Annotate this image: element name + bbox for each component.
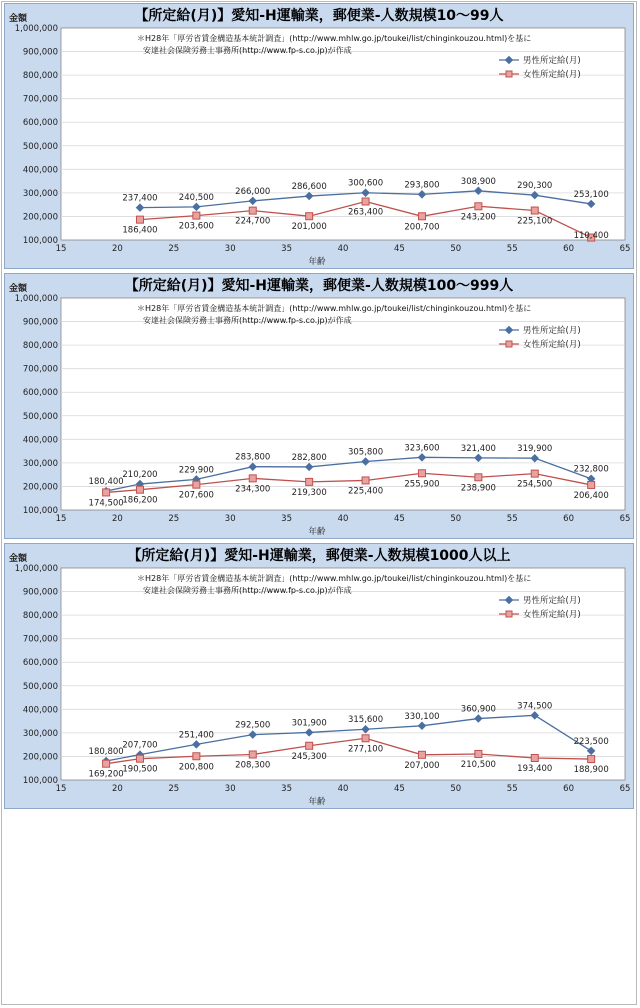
data-point-female: [475, 750, 482, 757]
chart-title: 【所定給(月)】愛知-H運輸業，郵便業-人数規模1000人以上: [127, 548, 511, 564]
data-label-male: 237,400: [122, 193, 158, 204]
data-label-male: 240,500: [178, 192, 214, 203]
y-tick-label: 400,000: [22, 435, 58, 446]
x-axis-label: 年齢: [308, 527, 326, 537]
data-label-female: 206,400: [573, 490, 609, 501]
x-tick-label: 20: [111, 784, 123, 794]
y-axis-label: 金額: [9, 14, 28, 24]
data-point-female: [531, 754, 538, 761]
data-point-female: [362, 198, 369, 205]
x-tick-label: 50: [450, 784, 462, 794]
y-tick-label: 300,000: [22, 728, 58, 739]
data-label-female: 238,900: [460, 483, 496, 494]
source-note: 安達社会保険労務士事務所(http://www.fp-s.co.jp)が作成: [143, 586, 352, 595]
data-label-female: 110,400: [573, 231, 609, 241]
legend-label-female: 女性所定給(月): [523, 340, 581, 350]
x-tick-label: 55: [506, 514, 518, 524]
data-label-male: 283,800: [235, 452, 271, 463]
data-label-female: 186,200: [122, 495, 158, 506]
data-label-female: 219,300: [291, 487, 327, 498]
y-tick-label: 700,000: [22, 364, 58, 375]
data-point-female: [475, 203, 482, 210]
x-tick-label: 65: [619, 784, 631, 794]
data-label-female: 186,400: [122, 225, 158, 236]
data-label-male: 180,800: [88, 746, 124, 757]
data-label-female: 225,400: [347, 486, 384, 497]
legend-label-male: 男性所定給(月): [523, 56, 581, 66]
x-tick-label: 40: [337, 244, 349, 254]
x-tick-label: 65: [619, 244, 631, 254]
x-axis-label: 年齢: [308, 257, 326, 267]
data-label-male: 223,500: [573, 736, 609, 747]
data-label-male: 282,800: [291, 452, 327, 463]
chart-panel-1: [4, 3, 634, 269]
y-tick-label: 1,000,000: [14, 564, 58, 574]
data-label-male: 210,200: [122, 470, 158, 481]
data-label-female: 263,400: [347, 207, 384, 218]
x-tick-label: 30: [224, 244, 236, 254]
y-tick-label: 800,000: [22, 71, 58, 82]
data-point-female: [362, 735, 369, 742]
y-tick-label: 200,000: [22, 212, 58, 223]
y-tick-label: 300,000: [22, 458, 58, 469]
data-label-male: 290,300: [517, 181, 553, 192]
data-label-female: 254,500: [517, 479, 553, 490]
data-point-female: [249, 207, 256, 214]
source-note: ＊H28年「厚労省賃金構造基本統計調査」(http://www.mhlw.go.jp/toukei/list/chinginkouzou.html)を基に: [137, 574, 532, 583]
data-point-female: [249, 475, 256, 482]
y-tick-label: 700,000: [22, 94, 58, 105]
data-label-male: 330,100: [404, 711, 440, 722]
x-axis-label: 年齢: [308, 797, 326, 807]
legend-label-female: 女性所定給(月): [523, 70, 581, 80]
data-point-female: [306, 742, 313, 749]
chart-3: [5, 544, 633, 808]
legend-label-male: 男性所定給(月): [523, 326, 581, 336]
x-tick-label: 50: [450, 514, 462, 524]
legend-marker-female: [506, 71, 512, 77]
data-label-female: 190,500: [122, 764, 158, 775]
x-tick-label: 25: [168, 784, 180, 794]
y-tick-label: 400,000: [22, 165, 58, 176]
data-point-female: [136, 755, 143, 762]
y-tick-label: 1,000,000: [14, 294, 58, 304]
data-label-male: 293,800: [404, 180, 440, 191]
x-tick-label: 20: [111, 244, 123, 254]
data-point-female: [136, 216, 143, 223]
data-point-female: [588, 756, 595, 763]
data-label-female: 255,900: [404, 479, 440, 490]
x-tick-label: 30: [224, 784, 236, 794]
x-tick-label: 40: [337, 514, 349, 524]
x-tick-label: 15: [55, 514, 67, 524]
data-point-female: [418, 213, 425, 220]
y-tick-label: 900,000: [22, 47, 58, 58]
legend-label-male: 男性所定給(月): [523, 596, 581, 606]
y-tick-label: 800,000: [22, 611, 58, 622]
chart-2: [5, 274, 633, 538]
data-point-female: [249, 751, 256, 758]
x-tick-label: 25: [168, 514, 180, 524]
data-point-female: [193, 753, 200, 760]
chart-title: 【所定給(月)】愛知-H運輸業，郵便業-人数規模10～99人: [134, 8, 504, 24]
data-point-female: [475, 474, 482, 481]
data-label-male: 253,100: [573, 189, 609, 200]
data-label-female: 207,600: [178, 490, 214, 501]
data-point-female: [362, 477, 369, 484]
data-label-female: 188,900: [573, 765, 609, 776]
data-label-male: 301,900: [291, 718, 327, 729]
x-tick-label: 55: [506, 244, 518, 254]
data-label-female: 245,300: [291, 751, 327, 762]
source-note: 安達社会保険労務士事務所(http://www.fp-s.co.jp)が作成: [143, 316, 352, 325]
x-tick-label: 45: [393, 244, 405, 254]
data-label-female: 203,600: [178, 221, 214, 232]
data-label-male: 251,400: [178, 730, 214, 741]
data-point-female: [136, 486, 143, 493]
data-label-male: 207,700: [122, 740, 158, 751]
y-tick-label: 100,000: [22, 236, 58, 246]
data-label-male: 232,800: [573, 464, 609, 475]
data-label-male: 319,900: [517, 444, 553, 455]
y-tick-label: 900,000: [22, 587, 58, 598]
x-tick-label: 45: [393, 514, 405, 524]
data-point-female: [588, 481, 595, 488]
chart-panel-2: [4, 273, 634, 539]
data-label-female: 210,500: [460, 759, 496, 770]
data-label-female: 169,200: [88, 769, 124, 780]
data-point-female: [103, 489, 110, 496]
y-tick-label: 700,000: [22, 634, 58, 645]
x-tick-label: 25: [168, 244, 180, 254]
x-tick-label: 60: [563, 244, 575, 254]
x-tick-label: 15: [55, 244, 67, 254]
data-point-female: [418, 470, 425, 477]
x-tick-label: 45: [393, 784, 405, 794]
y-tick-label: 400,000: [22, 705, 58, 716]
data-label-male: 360,900: [460, 704, 496, 715]
data-label-female: 224,700: [235, 216, 271, 227]
legend-marker-female: [506, 611, 512, 617]
y-tick-label: 600,000: [22, 118, 58, 129]
data-label-female: 207,000: [404, 760, 440, 771]
data-label-male: 315,600: [347, 715, 384, 726]
data-label-male: 308,900: [460, 176, 496, 187]
data-label-female: 193,400: [517, 763, 553, 774]
y-tick-label: 800,000: [22, 341, 58, 352]
data-label-female: 174,500: [88, 498, 124, 509]
data-point-female: [193, 481, 200, 488]
data-label-male: 266,000: [235, 186, 271, 197]
source-note: 安達社会保険労務士事務所(http://www.fp-s.co.jp)が作成: [143, 46, 352, 55]
data-point-female: [306, 478, 313, 485]
x-tick-label: 40: [337, 784, 349, 794]
y-tick-label: 200,000: [22, 752, 58, 763]
data-label-male: 229,900: [178, 465, 214, 476]
data-point-female: [418, 751, 425, 758]
data-label-female: 225,100: [517, 216, 553, 227]
data-label-male: 292,500: [235, 720, 271, 731]
x-tick-label: 35: [281, 784, 293, 794]
data-label-female: 200,700: [404, 222, 440, 233]
x-tick-label: 60: [563, 514, 575, 524]
data-label-male: 305,800: [347, 447, 384, 458]
source-note: ＊H28年「厚労省賃金構造基本統計調査」(http://www.mhlw.go.jp/toukei/list/chinginkouzou.html)を基に: [137, 304, 532, 313]
y-axis-label: 金額: [9, 284, 28, 294]
y-tick-label: 100,000: [22, 506, 58, 516]
data-label-female: 234,300: [235, 484, 271, 495]
y-tick-label: 600,000: [22, 658, 58, 669]
data-point-female: [531, 207, 538, 214]
data-label-female: 243,200: [460, 212, 496, 223]
data-label-male: 374,500: [517, 701, 553, 712]
legend-marker-female: [506, 341, 512, 347]
y-tick-label: 500,000: [22, 141, 58, 152]
data-point-female: [103, 760, 110, 767]
y-tick-label: 600,000: [22, 388, 58, 399]
y-tick-label: 900,000: [22, 317, 58, 328]
data-label-female: 208,300: [235, 760, 271, 771]
y-tick-label: 1,000,000: [14, 24, 58, 34]
data-label-male: 323,600: [404, 443, 440, 454]
data-label-female: 200,800: [178, 762, 214, 773]
y-tick-label: 100,000: [22, 776, 58, 786]
source-note: ＊H28年「厚労省賃金構造基本統計調査」(http://www.mhlw.go.jp/toukei/list/chinginkouzou.html)を基に: [137, 34, 532, 43]
x-tick-label: 35: [281, 514, 293, 524]
x-tick-label: 30: [224, 514, 236, 524]
y-tick-label: 300,000: [22, 188, 58, 199]
data-label-female: 201,000: [291, 222, 327, 233]
data-point-female: [531, 470, 538, 477]
x-tick-label: 20: [111, 514, 123, 524]
x-tick-label: 50: [450, 244, 462, 254]
data-point-female: [193, 212, 200, 219]
legend-label-female: 女性所定給(月): [523, 610, 581, 620]
data-label-male: 286,600: [291, 182, 327, 193]
y-tick-label: 200,000: [22, 482, 58, 493]
x-tick-label: 15: [55, 784, 67, 794]
chart-panel-3: [4, 543, 634, 809]
data-label-female: 277,100: [347, 744, 384, 755]
x-tick-label: 35: [281, 244, 293, 254]
chart-1: [5, 4, 633, 268]
x-tick-label: 55: [506, 784, 518, 794]
y-tick-label: 500,000: [22, 681, 58, 692]
y-axis-label: 金額: [9, 554, 28, 564]
data-label-male: 180,400: [88, 477, 124, 488]
y-tick-label: 500,000: [22, 411, 58, 422]
x-tick-label: 65: [619, 514, 631, 524]
data-label-male: 300,600: [347, 178, 384, 189]
data-label-male: 321,400: [460, 443, 496, 454]
chart-title: 【所定給(月)】愛知-H運輸業，郵便業-人数規模100～999人: [124, 278, 514, 294]
data-point-female: [306, 213, 313, 220]
x-tick-label: 60: [563, 784, 575, 794]
